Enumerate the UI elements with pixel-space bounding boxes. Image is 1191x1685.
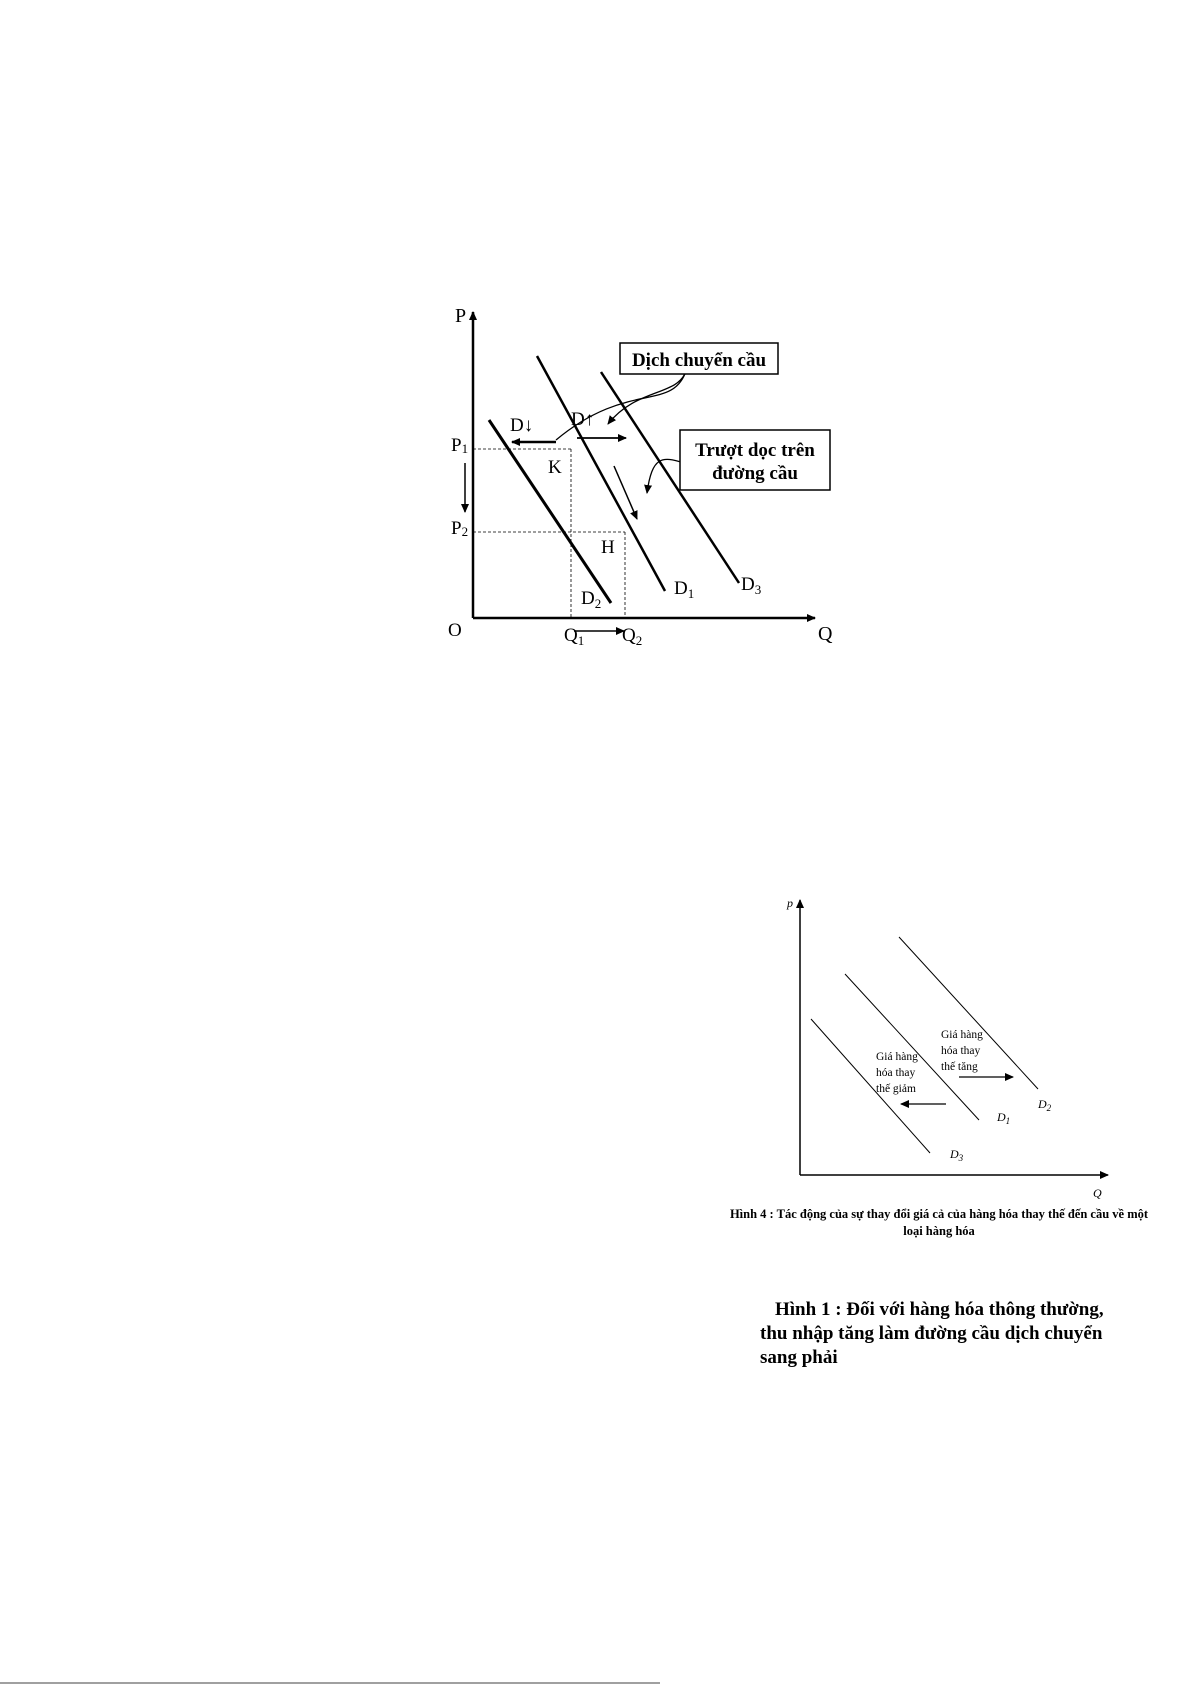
top-demand-diagram bbox=[448, 305, 833, 648]
box-shift-text: Dịch chuyển cầu bbox=[631, 350, 767, 371]
figure1-caption-line1: Hình 1 : Đối với hàng hóa thông thường, bbox=[775, 1299, 1104, 1320]
bottom-label-d3: $D_3$ bbox=[950, 1147, 964, 1163]
box-slide-text-2: đường cầu bbox=[712, 463, 798, 484]
label-d1: $D_1$ bbox=[674, 578, 695, 601]
label-q1: $Q_1$ bbox=[564, 625, 585, 648]
label-q2: $Q_2$ bbox=[622, 625, 643, 648]
label-d-up: D↑ bbox=[571, 409, 595, 430]
top-axis-q-label: Q bbox=[818, 623, 833, 645]
figure1-caption-line3: sang phải bbox=[760, 1347, 838, 1368]
label-k: K bbox=[548, 457, 562, 478]
top-origin-label: O bbox=[448, 620, 462, 641]
bottom-axis-p-label: p bbox=[787, 896, 793, 910]
label-d3: $D_3$ bbox=[741, 574, 762, 597]
label-d-down: D↓ bbox=[510, 415, 534, 436]
label-p1: P1 bbox=[451, 435, 469, 456]
top-axis-p-label: P bbox=[455, 305, 467, 327]
curve-d2 bbox=[489, 420, 611, 603]
note-decrease: Giá hàng hóa thay thế giảm bbox=[876, 1051, 918, 1095]
bottom-label-d2: $D_2$ bbox=[1038, 1097, 1052, 1113]
figure4-caption: Hình 4 : Tác động của sự thay đổi giá cả của hàng hóa thay thế đến cầu về một loại hàng hóa bbox=[729, 1207, 1149, 1238]
box-slide-text-1: Trượt dọc trên bbox=[695, 440, 815, 461]
label-p2: P2 bbox=[451, 518, 469, 539]
bottom-demand-diagram bbox=[786, 896, 1108, 1200]
bottom-axis-q-label: Q bbox=[1093, 1186, 1102, 1200]
arrow-slide-along bbox=[614, 466, 637, 519]
callout-curve-slide bbox=[647, 459, 684, 493]
bottom-label-d1: $D_1$ bbox=[997, 1110, 1011, 1126]
figure1-caption bbox=[760, 1298, 1160, 1370]
label-d2: $D_2$ bbox=[581, 588, 602, 611]
figure1-caption-line2: thu nhập tăng làm đường cầu dịch chuyển bbox=[760, 1323, 1103, 1344]
label-h: H bbox=[601, 537, 615, 558]
note-increase: Giá hàng hóa thay thế tăng bbox=[941, 1029, 983, 1073]
